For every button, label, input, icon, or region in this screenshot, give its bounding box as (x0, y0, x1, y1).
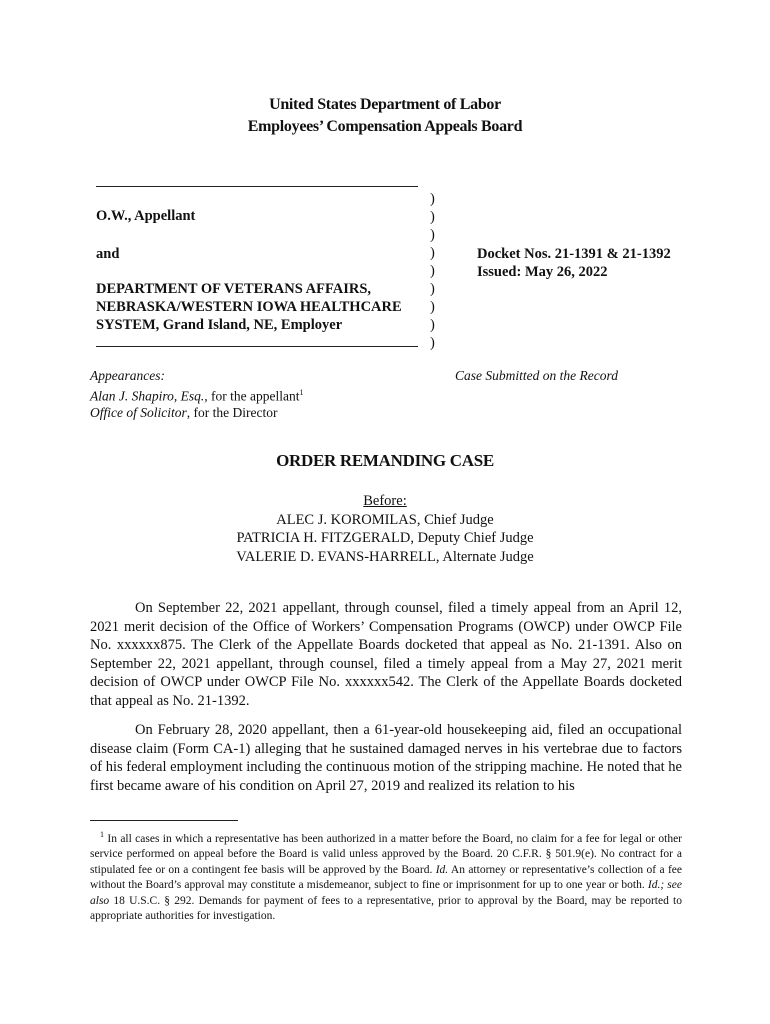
body-paragraph-2: On February 28, 2020 appellant, then a 61-year-old housekeeping aid, filed an occupational disease claim (Form CA-1) alleging that he sustained damaged nerves in his vertebrae due to factors of his federal employment including the continuous motion of the stripping machine. He noted that he first became aware of his condition on April 27, 2019 and realized its relation to his (90, 722, 682, 794)
caption-paren: ) (430, 317, 435, 333)
caption-paren: ) (430, 227, 435, 243)
footnote-number: 1 (100, 830, 104, 839)
judge-3: VALERIE D. EVANS-HARRELL, Alternate Judge (236, 548, 534, 565)
appearance-appellant (90, 385, 303, 405)
caption-paren: ) (430, 335, 435, 351)
employer-line-3: SYSTEM, Grand Island, NE, Employer (96, 317, 343, 333)
solicitor-role: , for the Director (186, 404, 278, 420)
caption-and: and (96, 246, 120, 262)
caption-paren: ) (430, 209, 435, 225)
footnote-ref: 1 (299, 387, 304, 397)
caption-top-rule (96, 186, 418, 187)
judge-2: PATRICIA H. FITZGERALD, Deputy Chief Judge (236, 530, 534, 546)
caption-paren: ) (430, 263, 435, 279)
caption-paren: ) (430, 281, 435, 297)
caption-paren: ) (430, 245, 435, 261)
footnote-text-3: 18 U.S.C. § 292. Demands for payment of fees to a representative, prior to approval by the Board, may be reported to appropriate authorities for investigation. (90, 894, 682, 923)
employer-line-2: NEBRASKA/WESTERN IOWA HEALTHCARE (96, 299, 402, 315)
judge-1: ALEC J. KOROMILAS, Chief Judge (276, 511, 494, 528)
panel-block (0, 492, 770, 566)
counsel-name: Alan J. Shapiro, Esq., (90, 388, 208, 403)
footnote-text-1: In all cases in which a representative has been authorized in a matter before the Board, no claim for a fee for legal or other service performed on appeal before the Board is valid unless approved by the Board. 20 C.F.R. § 501.9(e). No contract for a stipulated fee or on a contingent fee basis will be approved by the Board. (90, 832, 683, 876)
appearances-heading: Appearances: (90, 368, 165, 383)
appearances-block (90, 368, 303, 421)
employer-line-1: DEPARTMENT OF VETERANS AFFAIRS, (96, 281, 372, 297)
counsel-role: for the appellant (207, 388, 300, 403)
footnote-citation-id: Id. (435, 863, 449, 876)
caption-paren: ) (430, 299, 435, 315)
order-title: ORDER REMANDING CASE (276, 451, 494, 470)
caption-bottom-rule (96, 346, 418, 347)
body-paragraph-1: On September 22, 2021 appellant, through counsel, filed a timely appeal from an April 12, 2021 merit decision of the Office of Workers’ Compensation Programs (OWCP) under OWCP File No. xxxxxx875. The Clerk of the Appellate Boards docketed that appeal as No. 21-1391. Also on September 22, 2021 appellant, through counsel, filed a timely appeal from a May 27, 2021 merit decision of OWCP under OWCP File No. xxxxxx542. The Clerk of the Appellate Boards docketed that appeal as No. 21-1392. (90, 600, 682, 709)
case-submitted-note: Case Submitted on the Record (455, 368, 618, 383)
footnote-number-wrap (90, 830, 104, 845)
issued-date: Issued: May 26, 2022 (477, 264, 608, 280)
caption-parentheses-column (430, 190, 435, 352)
footnote-citation-see-also: Id.; see also (90, 879, 682, 907)
footnote-separator (90, 820, 238, 821)
appellant-name: O.W., Appellant (96, 208, 196, 224)
solicitor-name: Office of Solicitor (90, 404, 187, 420)
appearance-director (90, 405, 303, 422)
footnote-1 (90, 827, 682, 925)
board-title: Employees’ Compensation Appeals Board (247, 118, 523, 135)
caption-paren: ) (430, 191, 435, 207)
agency-title: United States Department of Labor (269, 96, 501, 113)
footnote-text-2: An attorney or representative’s collection of a fee without the Board’s approval may constitute a misdemeanor, subject to fine or imprisonment for up to one year or both. (90, 863, 682, 892)
docket-numbers: Docket Nos. 21-1391 & 21-1392 (477, 246, 671, 262)
before-label: Before: (363, 493, 407, 509)
